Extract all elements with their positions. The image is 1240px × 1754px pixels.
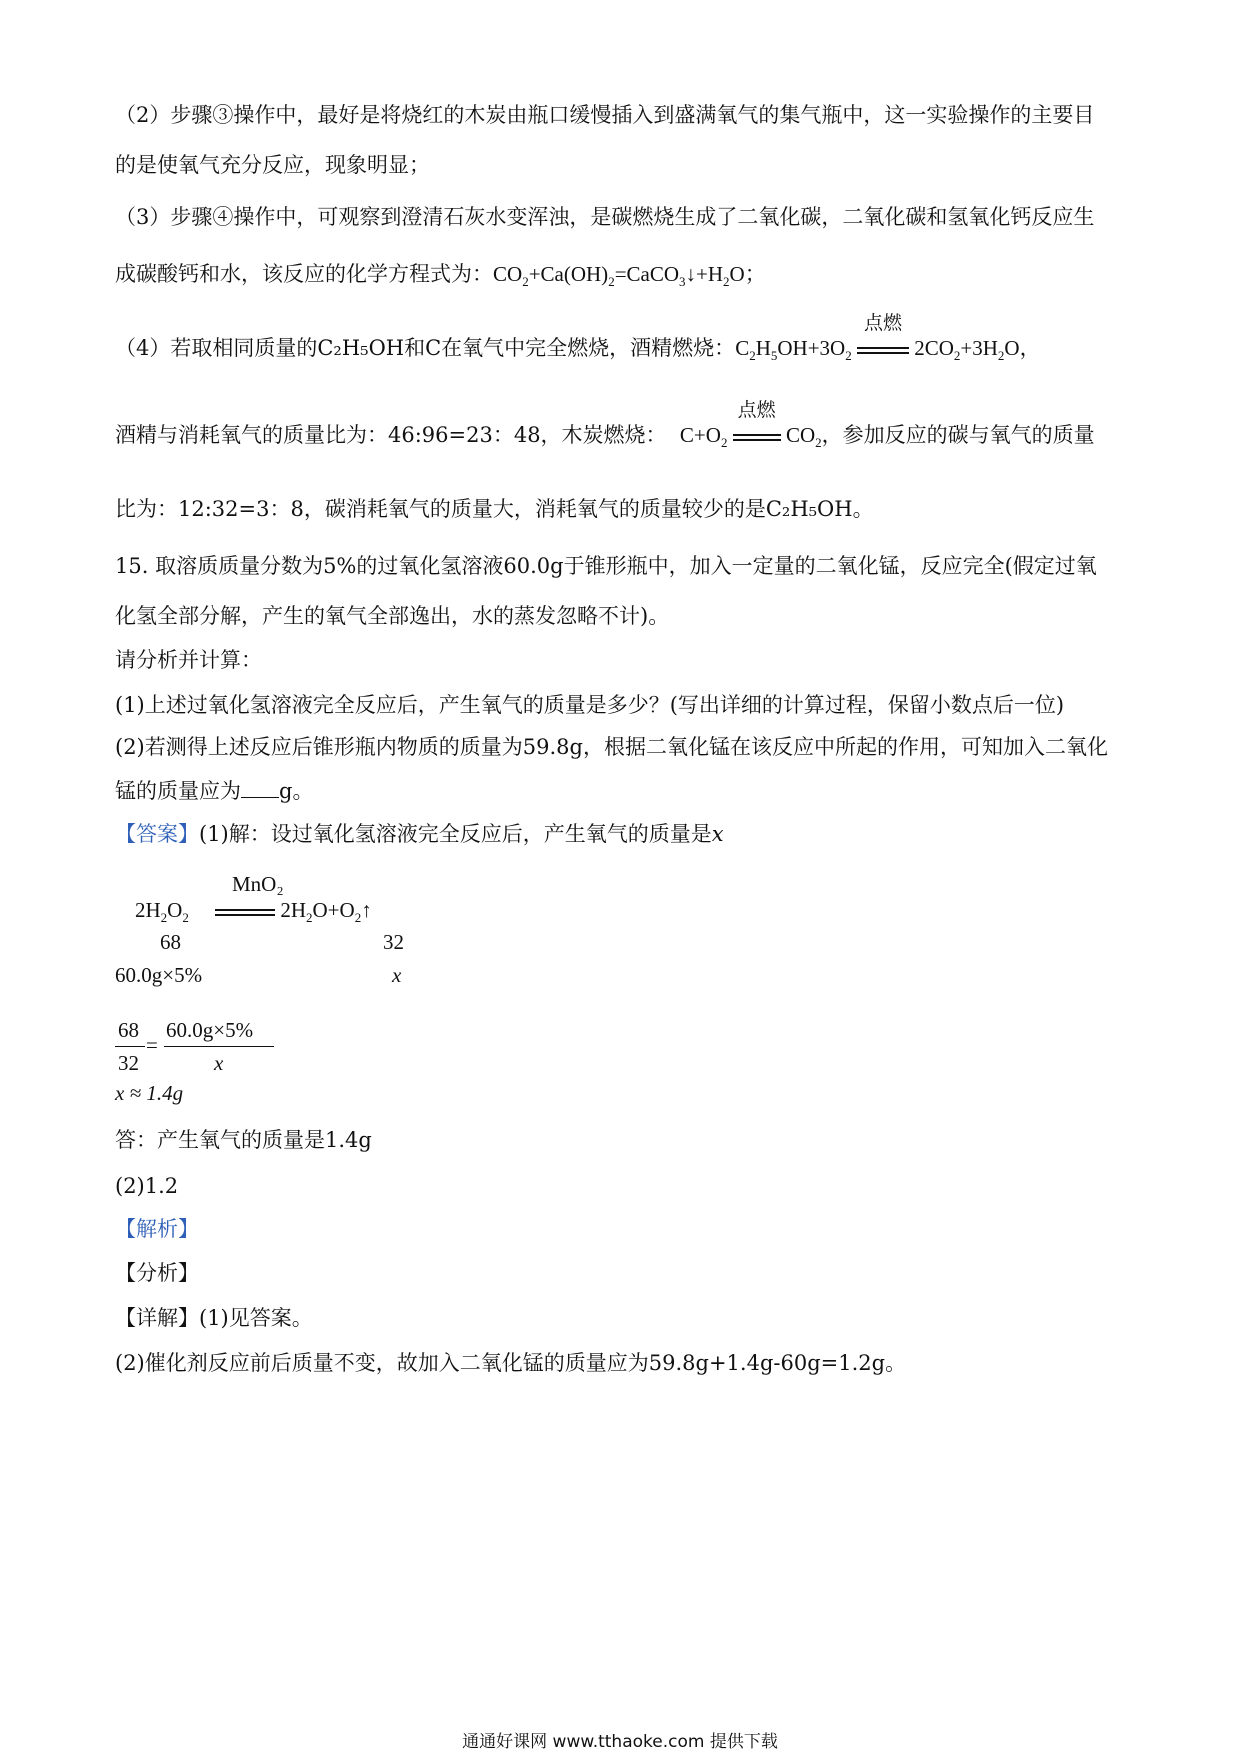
answer-blank — [241, 777, 279, 798]
paragraph-step4-equation-line: 成碳酸钙和水，该反应的化学方程式为：$CO_2+Ca(OH)_2=CaCO_3↓+H_2O$； — [115, 262, 766, 289]
approx-result: x ≈ 1.4g — [115, 1081, 184, 1105]
fraction-right-denominator: x — [214, 1051, 224, 1075]
page-footer: 通通好课网 www.tthaoke.com 提供下载 — [462, 1732, 778, 1752]
given-mass: 60.0g×5% — [115, 963, 203, 987]
answer-conclusion: 答：产生氧气的质量是1.4g — [115, 1128, 372, 1152]
question-15-part1: (1)上述过氧化氢溶液完全反应后，产生氧气的质量是多少？(写出详细的计算过程，保留小数点后一位) — [115, 693, 1065, 717]
limewater-equation: $CO_2+Ca(OH)_2=CaCO_3↓+H_2O$ — [493, 262, 745, 289]
catalyst-label: MnO₂ — [232, 872, 284, 896]
alcohol-intro-text: （4）若取相同质量的C₂H₅OH和C在氧气中完全燃烧，酒精燃烧： — [115, 336, 736, 360]
fraction-left-denominator: 32 — [118, 1051, 139, 1075]
question-15-part2-cont — [115, 776, 1135, 806]
paragraph-charcoal-combustion — [115, 400, 1135, 450]
answer-variable: x — [711, 822, 724, 846]
unknown-mass: x — [392, 963, 402, 987]
answer-part2: (2)1.2 — [115, 1174, 179, 1198]
blank-prefix: 锰的质量应为 — [115, 779, 241, 803]
paragraph-step4: （3）步骤④操作中，可观察到澄清石灰水变浑浊，是碳燃烧生成了二氧化碳，二氧化碳和氢氧化钙反应生 — [115, 205, 1095, 229]
equation-intro-text: 成碳酸钙和水，该反应的化学方程式为： — [115, 262, 493, 286]
blank-suffix: g。 — [279, 779, 314, 803]
molar-mass-o2: 32 — [383, 930, 404, 954]
fraction-left-numerator: 68 — [118, 1018, 139, 1042]
mass-ratio-text: 酒精与消耗氧气的质量比为：46:96=23：48，木炭燃烧： — [115, 423, 667, 447]
decomposition-equation: $2H_2O_2$ $2H_2O+O_2↑$ — [135, 898, 372, 925]
answer-text: (1)解：设过氧化氢溶液完全反应后，产生氧气的质量是 — [199, 822, 712, 846]
carbon-equation: $C+O_2$ 点燃 $CO_2$ — [680, 423, 822, 447]
question-15-part2: (2)若测得上述反应后锥形瓶内物质的质量为59.8g，根据二氧化锰在该反应中所起的作用，可知加入二氧化 — [115, 735, 1108, 759]
answer-tag: 【答案】 — [115, 822, 199, 846]
equals-sign: = — [146, 1033, 158, 1057]
fraction-left-bar — [115, 1046, 145, 1047]
detail-part1: 【详解】(1)见答案。 — [115, 1306, 313, 1330]
paragraph-conclusion: 比为：12:32=3：8，碳消耗氧气的质量大，消耗氧气的质量较少的是C₂H₅OH。 — [115, 497, 874, 521]
question-15-cont: 化氢全部分解，产生的氧气全部逸出，水的蒸发忽略不计)。 — [115, 604, 670, 628]
fenxi-tag: 【分析】 — [115, 1261, 199, 1285]
question-15-prompt: 请分析并计算： — [115, 648, 262, 672]
alcohol-equation: $C_2H_5OH+3O_2$ 点燃 $2CO_2+3H_2O$ — [735, 336, 1019, 360]
paragraph-alcohol-combustion: （4）若取相同质量的C₂H₅OH和C在氧气中完全燃烧，酒精燃烧：$C_2H_5OH+3O_2$ 点燃 $2CO_2+3H_2O$， — [115, 333, 1135, 363]
fraction-right-bar — [164, 1046, 274, 1047]
carbon-ratio-text: ，参加反应的碳与氧气的质量 — [821, 423, 1095, 447]
question-15: 15. 取溶质质量分数为5%的过氧化氢溶液60.0g于锥形瓶中，加入一定量的二氧化锰，反应完全(假定过氧 — [115, 554, 1097, 578]
condition-ignite-1: 点燃 — [863, 313, 902, 334]
fraction-right-numerator: 60.0g×5% — [166, 1018, 254, 1042]
detail-part2: (2)催化剂反应前后质量不变，故加入二氧化锰的质量应为59.8g+1.4g-60g=1.2g。 — [115, 1351, 907, 1375]
paragraph-step3: （2）步骤③操作中，最好是将烧红的木炭由瓶口缓慢插入到盛满氧气的集气瓶中，这一实验操作的主要目 — [115, 103, 1095, 127]
molar-mass-h2o2: 68 — [160, 930, 181, 954]
paragraph-step3-cont: 的是使氧气充分反应，现象明显； — [115, 153, 430, 177]
condition-ignite-2: 点燃 — [737, 400, 776, 421]
analysis-tag: 【解析】 — [115, 1217, 199, 1241]
answer-line — [115, 819, 1135, 849]
